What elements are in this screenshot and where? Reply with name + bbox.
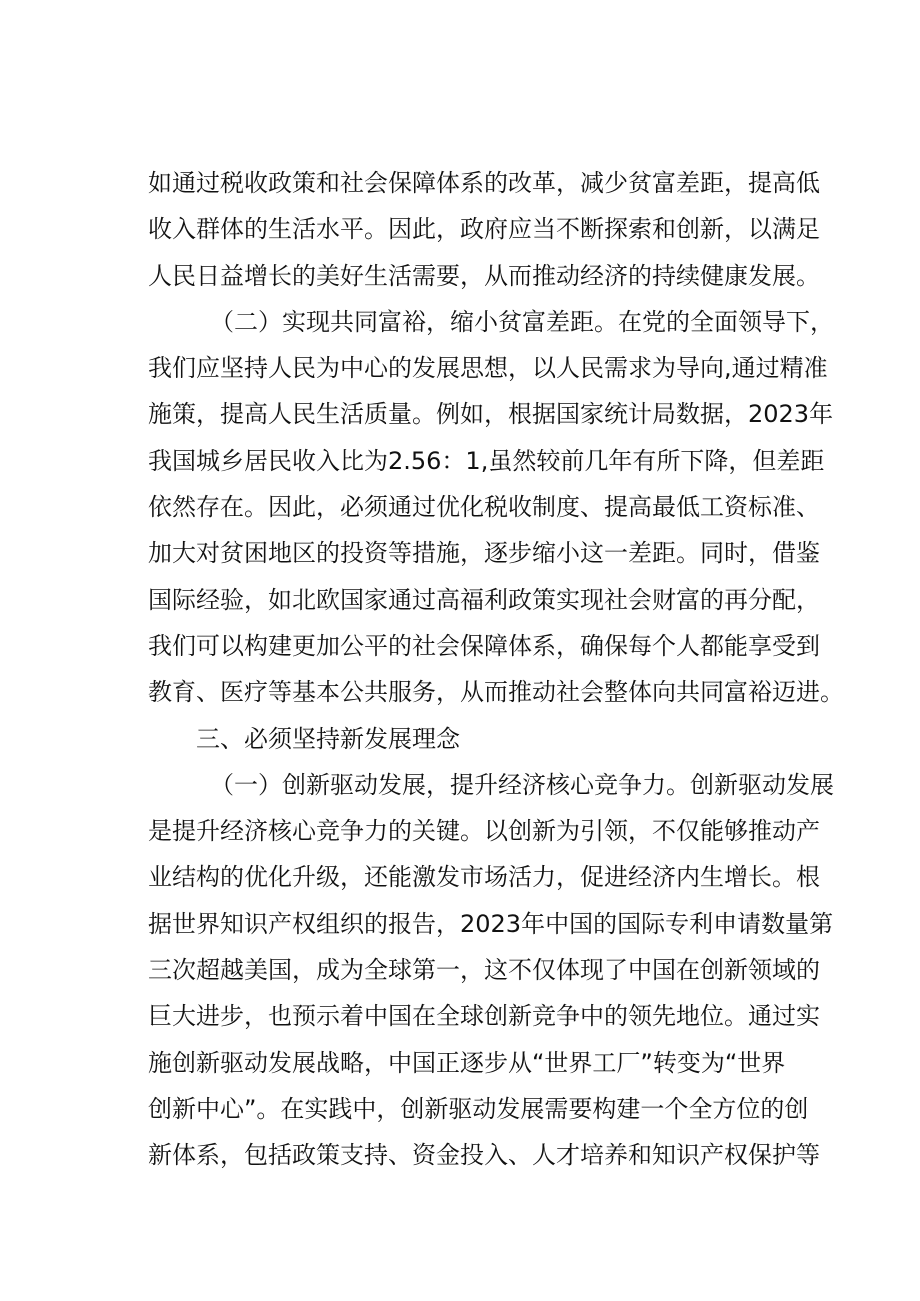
section-subheading-line: （一）创新驱动发展，提升经济核心竞争力。创新驱动发展 xyxy=(210,770,834,799)
body-text xyxy=(148,160,844,1179)
text-line: 人民日益增长的美好生活需要，从而推动经济的持续健康发展。 xyxy=(148,261,820,290)
text-line: 三次超越美国，成为全球第一，这不仅体现了中国在创新领域的 xyxy=(148,956,820,985)
text-line: 新体系，包括政策支持、资金投入、人才培养和知识产权保护等 xyxy=(148,1141,820,1170)
text-line: 我们应坚持人民为中心的发展思想，以人民需求为导向,通过精准 xyxy=(148,354,828,383)
text-line: 是提升经济核心竞争力的关键。以创新为引领，不仅能够推动产 xyxy=(148,817,820,846)
text-line: 我们可以构建更加公平的社会保障体系，确保每个人都能享受到 xyxy=(148,631,820,660)
section-subheading-line: （二）实现共同富裕，缩小贫富差距。在党的全面领导下， xyxy=(210,307,834,336)
text-line: 收入群体的生活水平。因此，政府应当不断探索和创新，以满足 xyxy=(148,215,820,244)
text-line: 业结构的优化升级，还能激发市场活力，促进经济内生增长。根 xyxy=(148,863,820,892)
text-line: 施策，提高人民生活质量。例如，根据国家统计局数据，2023年 xyxy=(148,400,834,429)
text-line: 我国城乡居民收入比为2.56：1,虽然较前几年有所下降，但差距 xyxy=(148,446,825,475)
text-line: 教育、医疗等基本公共服务，从而推动社会整体向共同富裕迈进。 xyxy=(148,678,844,707)
text-line: 巨大进步，也预示着中国在全球创新竞争中的领先地位。通过实 xyxy=(148,1002,820,1031)
text-line: 施创新驱动发展战略，中国正逐步从“世界工厂”转变为“世界 xyxy=(148,1048,786,1077)
text-line: 创新中心”。在实践中，创新驱动发展需要构建一个全方位的创 xyxy=(148,1094,809,1123)
text-line: 依然存在。因此，必须通过优化税收制度、提高最低工资标准、 xyxy=(148,493,820,522)
text-line: 据世界知识产权组织的报告，2023年中国的国际专利申请数量第 xyxy=(148,909,834,938)
section-heading: 三、必须坚持新发展理念 xyxy=(196,724,460,753)
text-line: 如通过税收政策和社会保障体系的改革，减少贫富差距，提高低 xyxy=(148,169,820,197)
text-line: 加大对贫困地区的投资等措施，逐步缩小这一差距。同时，借鉴 xyxy=(148,539,820,568)
text-line: 国际经验，如北欧国家通过高福利政策实现社会财富的再分配， xyxy=(148,585,820,614)
